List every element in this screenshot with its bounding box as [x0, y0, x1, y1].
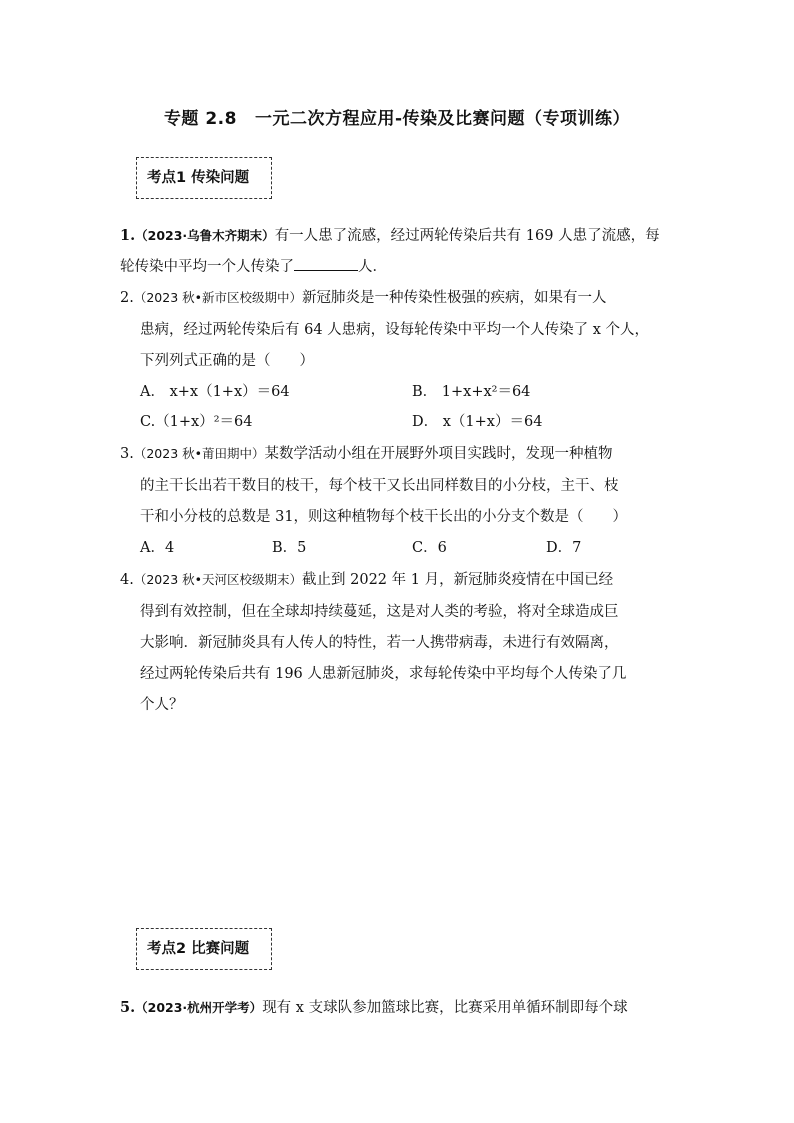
q4-line-5: 个人？: [140, 697, 184, 713]
page-title: [0, 104, 794, 129]
title-text: 一元二次方程应用-传染及比赛问题（专项训练）: [254, 109, 631, 129]
q1-text-2b: 人．: [358, 259, 387, 275]
q3-number: 3.: [120, 446, 134, 462]
title-number: 专题 2.8: [163, 109, 237, 129]
q5-text-1: 现有 x 支球队参加篮球比赛，比赛采用单循环制即每个球: [262, 1000, 628, 1016]
q2-option-d[interactable]: D． x（1+x）＝64: [412, 414, 543, 430]
q4-text-1: 截止到 2022 年 1 月，新冠肺炎疫情在中国已经: [302, 572, 614, 588]
q2-text-1: 新冠肺炎是一种传染性极强的疾病，如果有一人: [302, 290, 607, 306]
q3-option-b[interactable]: B．5: [272, 540, 307, 556]
q3-option-a[interactable]: A．4: [140, 540, 175, 556]
q3-line-2: 的主干长出若干数目的枝干，每个枝干又长出同样数目的小分枝，主干、枝: [140, 478, 619, 494]
answer-blank[interactable]: [294, 256, 358, 271]
q4-number: 4.: [120, 572, 134, 588]
q2-option-a[interactable]: A． x+x（1+x）＝64: [140, 384, 290, 400]
q1-source: （2023·乌鲁木齐期末）: [135, 228, 275, 243]
q4-line-4: 经过两轮传染后共有 196 人患新冠肺炎，求每轮传染中平均每个人传染了几: [140, 666, 627, 682]
q2-option-b[interactable]: B． 1+x+x²＝64: [412, 384, 531, 400]
q1-text-2a: 轮传染中平均一个人传染了: [120, 259, 294, 275]
q5-number: 5.: [120, 999, 136, 1016]
q1-number: 1.: [120, 227, 136, 244]
q2-line-1: [120, 288, 607, 308]
q4-line-2: 得到有效控制，但在全球却持续蔓延，这是对人类的考验，将对全球造成巨: [140, 604, 619, 620]
q1-line-2: [120, 256, 387, 277]
q4-line-1: [120, 570, 613, 590]
q3-source: （2023 秋•莆田期中）: [133, 446, 265, 461]
q3-line-3: 干和小分枝的总数是 31，则这种植物每个枝干长出的小分支个数是（ ）: [140, 509, 628, 525]
q1-line-1: [120, 226, 660, 246]
section-2-heading: [136, 928, 272, 970]
section-1-label: 考点1 传染问题: [147, 170, 250, 186]
q3-option-c[interactable]: C．6: [412, 540, 447, 556]
q2-line-3: 下列列式正确的是（ ）: [140, 353, 314, 369]
section-2-label: 考点2 比赛问题: [147, 941, 250, 957]
q3-option-d[interactable]: D．7: [546, 540, 582, 556]
q2-option-c[interactable]: C.（1+x）²＝64: [140, 414, 253, 430]
q5-line-1: [120, 998, 628, 1018]
q4-line-3: 大影响．新冠肺炎具有人传人的特性，若一人携带病毒，未进行有效隔离，: [140, 635, 619, 651]
q2-line-2: 患病，经过两轮传染后有 64 人患病，设每轮传染中平均一个人传染了 x 个人，: [140, 322, 650, 338]
section-1-heading: [136, 157, 272, 199]
q2-source: （2023 秋•新市区校级期中）: [133, 290, 303, 305]
q4-source: （2023 秋•天河区校级期末）: [133, 572, 303, 587]
q1-text-1: 有一人患了流感，经过两轮传染后共有 169 人患了流感，每: [274, 228, 660, 244]
q5-source: （2023·杭州开学考）: [135, 1000, 263, 1015]
q3-text-1: 某数学活动小组在开展野外项目实践时，发现一种植物: [264, 446, 613, 462]
q2-number: 2.: [120, 290, 134, 306]
q3-line-1: [120, 444, 613, 464]
